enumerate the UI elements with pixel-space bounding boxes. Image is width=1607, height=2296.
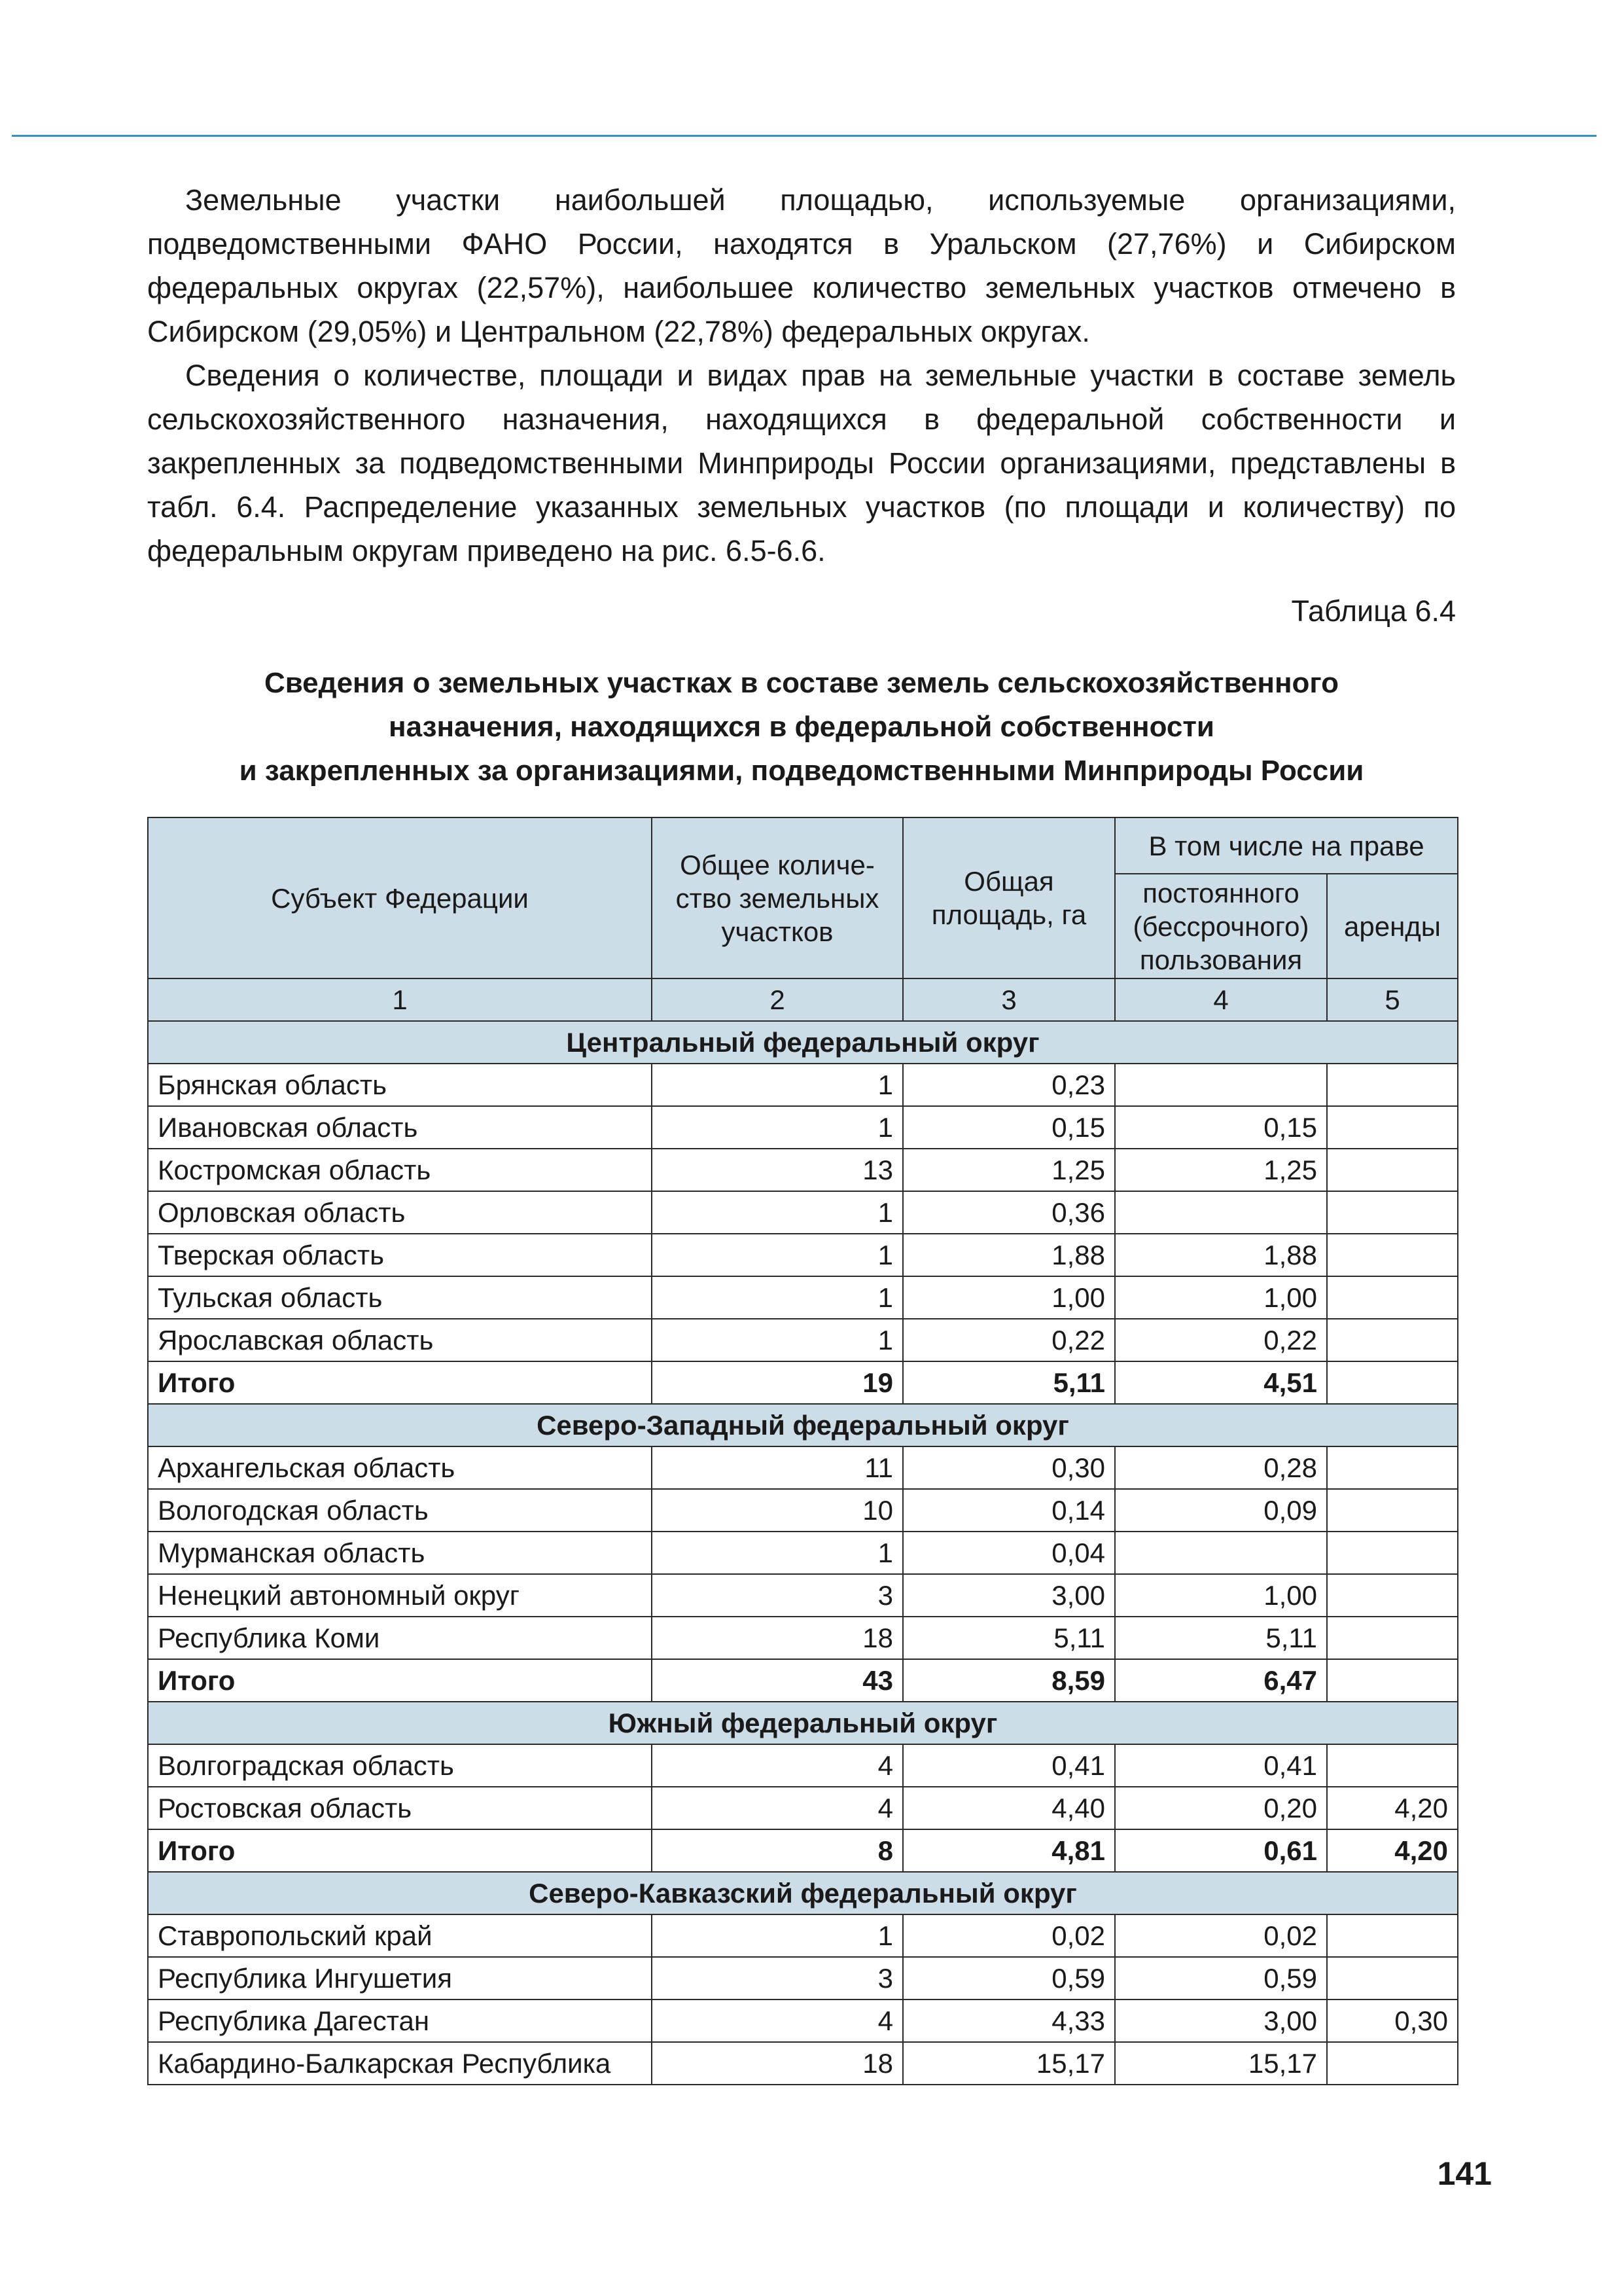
row-label: Тульская область (148, 1276, 652, 1319)
row-value: 0,23 (903, 1064, 1115, 1106)
row-value: 1,00 (1115, 1276, 1327, 1319)
table-row (148, 2042, 1458, 2085)
row-value: 8,59 (903, 1659, 1115, 1702)
row-label: Архангельская область (148, 1446, 652, 1489)
row-value: 0,20 (1115, 1787, 1327, 1829)
row-value: 1,88 (1115, 1234, 1327, 1276)
row-value: 10 (652, 1489, 903, 1532)
district-name: Южный федеральный округ (148, 1702, 1458, 1744)
header-permanent: постоянного (бессрочного) пользования (1115, 874, 1327, 978)
row-label: Республика Дагестан (148, 2000, 652, 2042)
row-value: 1 (652, 1191, 903, 1234)
row-value: 1,00 (1115, 1574, 1327, 1617)
column-number: 2 (652, 978, 903, 1021)
row-value: 8 (652, 1829, 903, 1872)
district-row (148, 1702, 1458, 1744)
row-value (1327, 1064, 1458, 1106)
intro-text (147, 178, 1456, 573)
row-value: 1 (652, 1914, 903, 1957)
row-value: 1 (652, 1234, 903, 1276)
intro-paragraph: Сведения о количестве, площади и видах прав на земельные участки в составе земель сельскохозяйственного назначения, находящихся в федеральной собственности и закрепленных за подведомственными Минприроды России организациями, представлены в табл. 6.4. Распределение указанных земельных участков (по площади и количеству) по федеральным округам приведено на рис. 6.5-6.6. (147, 359, 1456, 567)
column-number: 4 (1115, 978, 1327, 1021)
table-title-line: назначения, находящихся в федеральной собственности (389, 711, 1214, 743)
row-value (1327, 1574, 1458, 1617)
row-value: 3 (652, 1574, 903, 1617)
row-label: Ненецкий автономный округ (148, 1574, 652, 1617)
row-label: Ростовская область (148, 1787, 652, 1829)
table-row (148, 1914, 1458, 1957)
row-label: Кабардино-Балкарская Республика (148, 2042, 652, 2085)
row-value (1327, 1617, 1458, 1659)
column-number: 5 (1327, 978, 1458, 1021)
row-label: Костромская область (148, 1149, 652, 1191)
table-row (148, 1446, 1458, 1489)
row-value: 4,20 (1327, 1829, 1458, 1872)
row-value: 3,00 (903, 1574, 1115, 1617)
table-number: Таблица 6.4 (1291, 594, 1456, 628)
row-value (1327, 1106, 1458, 1149)
row-value: 0,28 (1115, 1446, 1327, 1489)
row-value: 1 (652, 1532, 903, 1574)
row-value (1327, 1659, 1458, 1702)
row-label: Ставропольский край (148, 1914, 652, 1957)
row-label: Итого (148, 1361, 652, 1404)
row-value: 5,11 (1115, 1617, 1327, 1659)
row-value: 0,02 (903, 1914, 1115, 1957)
table-row (148, 1957, 1458, 2000)
total-row (148, 1361, 1458, 1404)
row-value: 0,15 (903, 1106, 1115, 1149)
row-value: 0,09 (1115, 1489, 1327, 1532)
row-label: Итого (148, 1659, 652, 1702)
row-value: 1 (652, 1319, 903, 1361)
row-value: 15,17 (1115, 2042, 1327, 2085)
row-label: Ивановская область (148, 1106, 652, 1149)
row-value: 5,11 (903, 1617, 1115, 1659)
table-row (148, 1106, 1458, 1149)
row-value: 43 (652, 1659, 903, 1702)
table-row (148, 1276, 1458, 1319)
row-value (1327, 1191, 1458, 1234)
row-value: 0,30 (1327, 2000, 1458, 2042)
table-row (148, 1191, 1458, 1234)
row-label: Тверская область (148, 1234, 652, 1276)
table-row (148, 1744, 1458, 1787)
row-value: 1,00 (903, 1276, 1115, 1319)
row-value: 4,20 (1327, 1787, 1458, 1829)
row-value (1327, 1957, 1458, 2000)
row-value: 1,25 (903, 1149, 1115, 1191)
row-value: 0,59 (903, 1957, 1115, 2000)
header-rule (12, 135, 1597, 137)
row-value: 13 (652, 1149, 903, 1191)
row-value: 4 (652, 1787, 903, 1829)
row-value: 0,59 (1115, 1957, 1327, 2000)
row-label: Волгоградская область (148, 1744, 652, 1787)
row-value: 0,41 (1115, 1744, 1327, 1787)
table-row (148, 1149, 1458, 1191)
row-value: 4 (652, 1744, 903, 1787)
row-value: 0,02 (1115, 1914, 1327, 1957)
row-value: 4 (652, 2000, 903, 2042)
table-row (148, 1532, 1458, 1574)
row-value: 1 (652, 1276, 903, 1319)
row-value: 1 (652, 1106, 903, 1149)
row-value (1327, 1319, 1458, 1361)
row-value: 4,81 (903, 1829, 1115, 1872)
row-value: 11 (652, 1446, 903, 1489)
land-plots-table (147, 817, 1458, 2085)
row-value: 1,25 (1115, 1149, 1327, 1191)
row-value: 0,22 (903, 1319, 1115, 1361)
row-value: 0,61 (1115, 1829, 1327, 1872)
row-value: 6,47 (1115, 1659, 1327, 1702)
header-lease: аренды (1327, 874, 1458, 978)
page-number: 141 (1437, 2155, 1492, 2192)
table-row (148, 1617, 1458, 1659)
row-value: 18 (652, 2042, 903, 2085)
row-label: Ярославская область (148, 1319, 652, 1361)
row-value: 3,00 (1115, 2000, 1327, 2042)
header-count: Общее количе-ство земельных участков (652, 817, 903, 978)
total-row (148, 1659, 1458, 1702)
table-row (148, 1574, 1458, 1617)
district-row (148, 1872, 1458, 1914)
row-value: 5,11 (903, 1361, 1115, 1404)
row-value: 0,22 (1115, 1319, 1327, 1361)
row-value (1327, 1276, 1458, 1319)
row-label: Республика Ингушетия (148, 1957, 652, 2000)
district-row (148, 1021, 1458, 1064)
table-row (148, 1787, 1458, 1829)
row-value (1115, 1064, 1327, 1106)
row-value: 0,30 (903, 1446, 1115, 1489)
header-subject: Субъект Федерации (148, 817, 652, 978)
row-value: 1 (652, 1064, 903, 1106)
table-body (148, 1021, 1458, 2085)
row-label: Орловская область (148, 1191, 652, 1234)
row-value: 19 (652, 1361, 903, 1404)
table-title-line: и закрепленных за организациями, подведомственными Минприроды России (239, 755, 1364, 787)
row-value: 4,51 (1115, 1361, 1327, 1404)
row-value: 4,33 (903, 2000, 1115, 2042)
row-value (1115, 1191, 1327, 1234)
intro-paragraph: Земельные участки наибольшей площадью, используемые организациями, подведомственными ФАНО России, находятся в Уральском (27,76%) и Сибирском федеральных округах (22,57%), наибольшее количество земельных участков отмечено в Сибирском (29,05%) и Центральном (22,78%) федеральных округах. (147, 183, 1456, 348)
row-value: 0,14 (903, 1489, 1115, 1532)
row-value (1327, 1532, 1458, 1574)
row-value: 0,15 (1115, 1106, 1327, 1149)
row-value (1327, 1234, 1458, 1276)
row-value: 0,41 (903, 1744, 1115, 1787)
total-row (148, 1829, 1458, 1872)
row-value: 0,04 (903, 1532, 1115, 1574)
header-area: Общая площадь, га (903, 817, 1115, 978)
table-row (148, 1489, 1458, 1532)
row-label: Мурманская область (148, 1532, 652, 1574)
row-value: 0,36 (903, 1191, 1115, 1234)
table-title (147, 661, 1456, 793)
row-value: 15,17 (903, 2042, 1115, 2085)
row-value: 3 (652, 1957, 903, 2000)
column-number: 1 (148, 978, 652, 1021)
row-value: 4,40 (903, 1787, 1115, 1829)
district-name: Северо-Западный федеральный округ (148, 1404, 1458, 1446)
row-label: Вологодская область (148, 1489, 652, 1532)
district-row (148, 1404, 1458, 1446)
row-value (1327, 1744, 1458, 1787)
table-row (148, 1064, 1458, 1106)
table-row (148, 1319, 1458, 1361)
row-value: 1,88 (903, 1234, 1115, 1276)
header-including: В том числе на праве (1115, 817, 1458, 874)
table-title-line: Сведения о земельных участках в составе земель сельскохозяйственного (264, 667, 1339, 699)
row-value (1327, 1914, 1458, 1957)
district-name: Северо-Кавказский федеральный округ (148, 1872, 1458, 1914)
row-value (1115, 1532, 1327, 1574)
row-label: Итого (148, 1829, 652, 1872)
row-value (1327, 1489, 1458, 1532)
row-label: Брянская область (148, 1064, 652, 1106)
row-value (1327, 2042, 1458, 2085)
row-value: 18 (652, 1617, 903, 1659)
column-number: 3 (903, 978, 1115, 1021)
district-name: Центральный федеральный округ (148, 1021, 1458, 1064)
row-label: Республика Коми (148, 1617, 652, 1659)
row-value (1327, 1446, 1458, 1489)
table-row (148, 1234, 1458, 1276)
row-value (1327, 1149, 1458, 1191)
row-value (1327, 1361, 1458, 1404)
table-row (148, 2000, 1458, 2042)
